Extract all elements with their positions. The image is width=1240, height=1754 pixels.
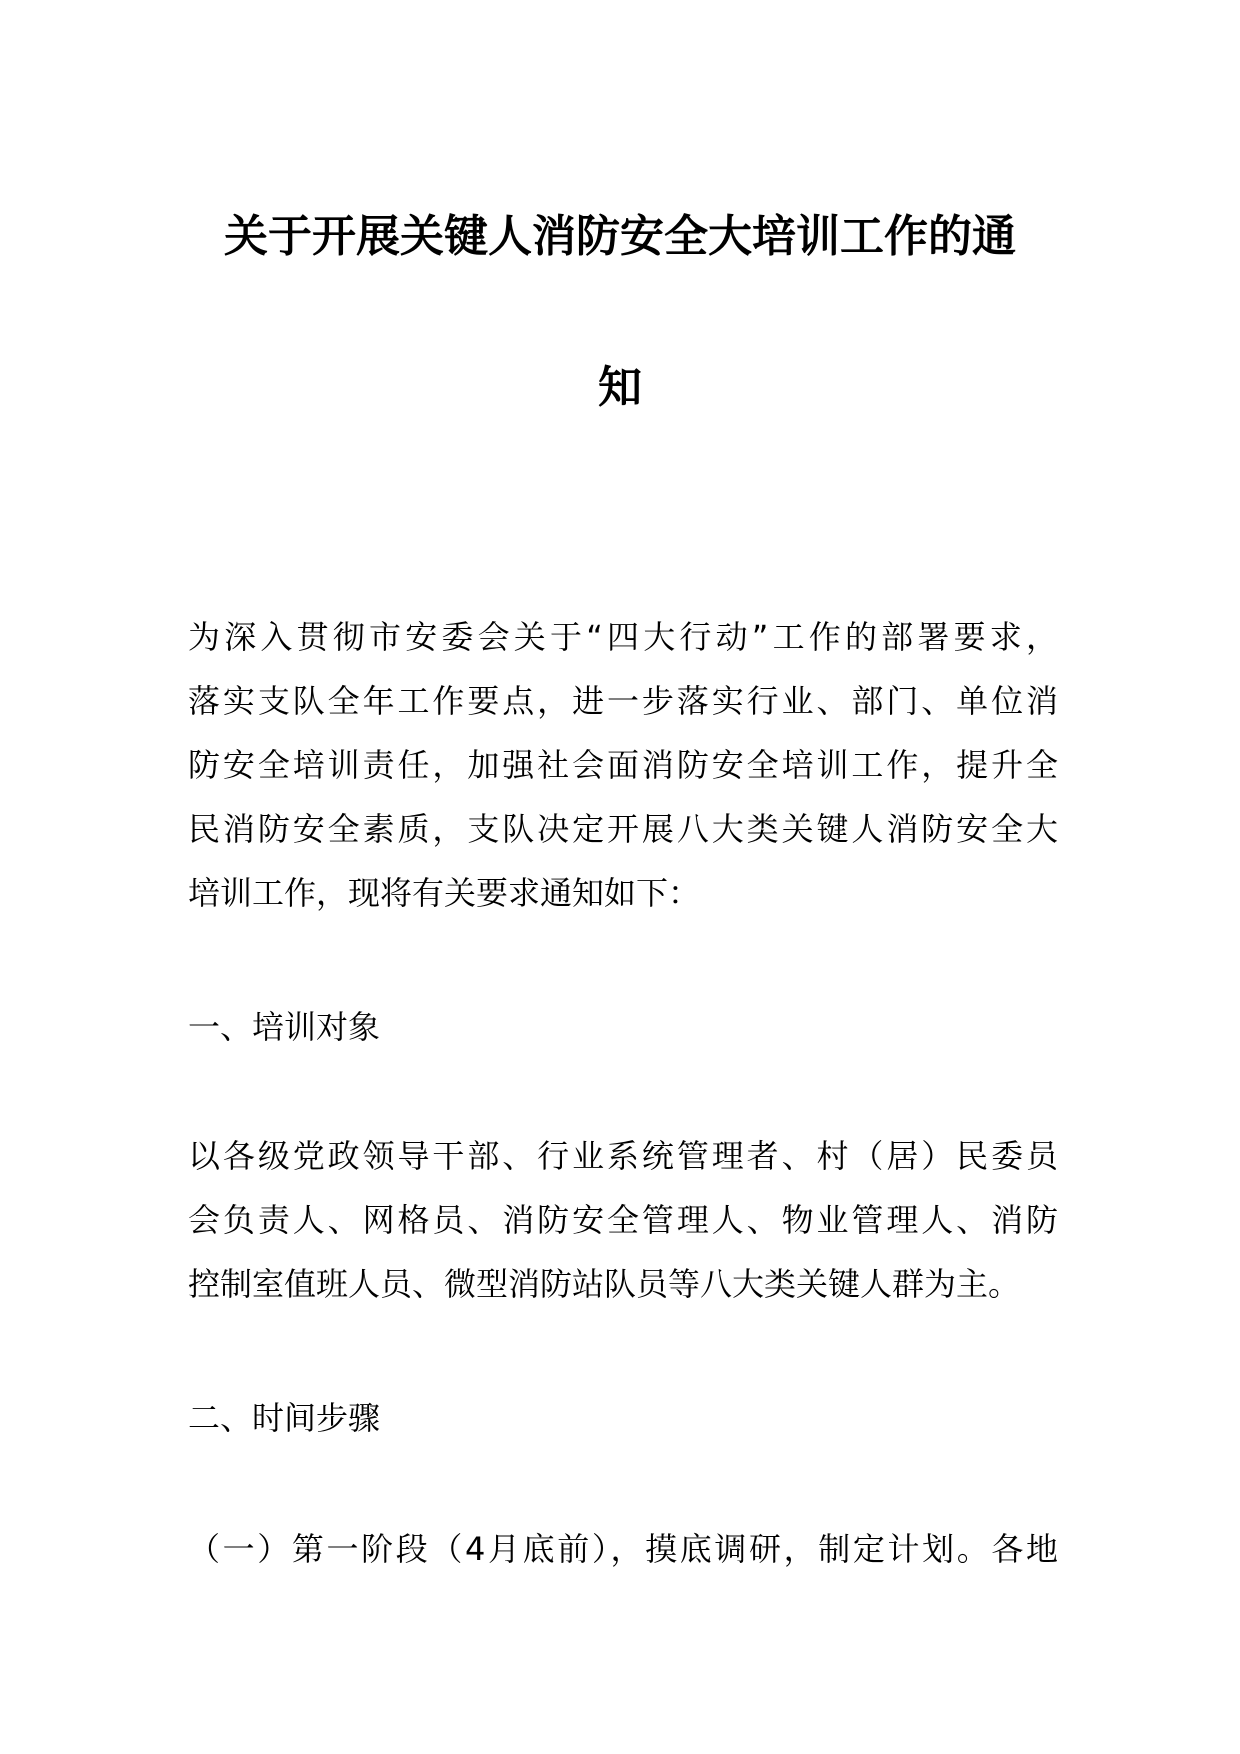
paragraph-line: （一）第一阶段（4月底前），摸底调研，制定计划。各地: [188, 1530, 1058, 1568]
intro-line: 培训工作，现将有关要求通知如下：: [188, 874, 701, 912]
intro-paragraph: [188, 605, 1058, 925]
document-title-line-2: 知: [598, 362, 642, 413]
intro-line: 为深入贯彻市安委会关于“四大行动”工作的部署要求，: [188, 618, 1058, 656]
section-heading-time-steps: 二、时间步骤: [188, 1399, 381, 1437]
intro-line: 落实支队全年工作要点，进一步落实行业、部门、单位消: [188, 682, 1058, 720]
intro-line: 民消防安全素质，支队决定开展八大类关键人消防安全大: [188, 810, 1058, 848]
paragraph-line: 控制室值班人员、微型消防站队员等八大类关键人群为主。: [188, 1265, 1021, 1303]
training-targets-paragraph: [188, 1124, 1058, 1316]
paragraph-line: 会负责人、网格员、消防安全管理人、物业管理人、消防: [188, 1201, 1058, 1239]
document-title-line-1: 关于开展关键人消防安全大培训工作的通: [224, 211, 1016, 262]
intro-line: 防安全培训责任，加强社会面消防安全培训工作，提升全: [188, 746, 1058, 784]
paragraph-line: 以各级党政领导干部、行业系统管理者、村（居）民委员: [188, 1137, 1058, 1175]
section-heading-training-targets: 一、培训对象: [188, 1008, 381, 1046]
time-steps-paragraph: [188, 1517, 1058, 1581]
